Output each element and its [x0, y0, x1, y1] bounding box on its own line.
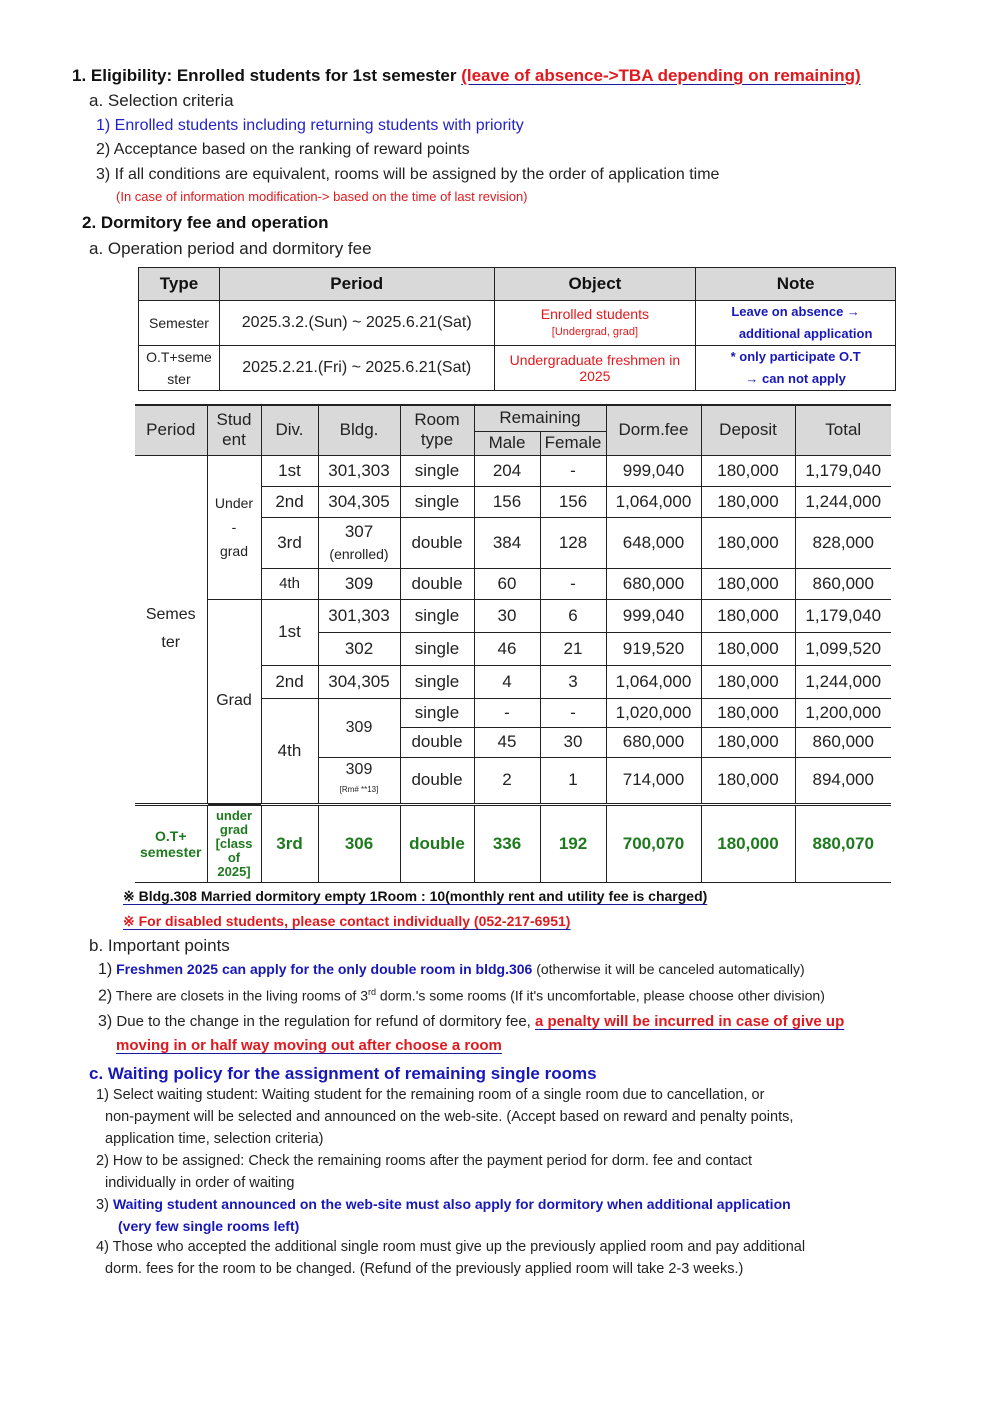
- waiting-item-1-line-1: 1) Select waiting student: Waiting student for the remaining room of a single room due to cancellation, or: [96, 1087, 765, 1103]
- waiting-item-4-line-1: 4) Those who accepted the additional single room must give up the previously applied room and pay additional: [96, 1239, 806, 1255]
- header-female: Female: [540, 431, 606, 455]
- table-row: [139, 301, 896, 346]
- female-cell: 1: [540, 757, 606, 804]
- undergrad-2: -: [231, 519, 237, 535]
- deposit-cell: 180,000: [701, 517, 795, 568]
- div-cell: 3rd: [261, 804, 318, 882]
- bldg-cell: 301,303: [318, 455, 400, 486]
- bldg-cell: 304,305: [318, 486, 400, 517]
- room-cell: double: [400, 757, 474, 804]
- male-cell: 45: [474, 727, 540, 757]
- total-cell: 894,000: [795, 757, 891, 804]
- total-cell: 1,244,000: [795, 665, 891, 698]
- male-cell: 2: [474, 757, 540, 804]
- room-cell: double: [400, 804, 474, 882]
- room-cell: double: [400, 727, 474, 757]
- married-dorm-note: ※ Bldg.308 Married dormitory empty 1Room : 10(monthly rent and utility fee is charged): [123, 888, 708, 904]
- female-cell: -: [540, 698, 606, 727]
- note-line-1: Leave on absence →: [731, 304, 860, 319]
- section1-title: [72, 66, 861, 86]
- bldg-cell: 304,305: [318, 665, 400, 698]
- room-cell: single: [400, 599, 474, 632]
- deposit-cell: 180,000: [701, 568, 795, 599]
- fee-table: [135, 404, 891, 883]
- note-cell: [696, 346, 896, 391]
- div-cell: 4th: [261, 568, 318, 599]
- waiting-item-2-line-2: individually in order of waiting: [105, 1175, 295, 1191]
- criteria-item-3-note: (In case of information modification-> based on the time of last revision): [116, 189, 528, 204]
- period-cell: 2025.2.21.(Fri) ~ 2025.6.21(Sat): [219, 346, 494, 391]
- operation-period-heading: a. Operation period and dormitory fee: [89, 239, 372, 258]
- female-cell: 6: [540, 599, 606, 632]
- table-row: [135, 455, 891, 486]
- deposit-cell: 180,000: [701, 599, 795, 632]
- male-cell: 46: [474, 632, 540, 665]
- period-semester-cell: [135, 455, 207, 804]
- fee-table-header: [135, 405, 891, 431]
- header-bldg: Bldg.: [318, 405, 400, 455]
- div-cell: 2nd: [261, 665, 318, 698]
- object-cell: [494, 346, 696, 391]
- header-type: Type: [139, 268, 220, 301]
- total-cell: 1,200,000: [795, 698, 891, 727]
- deposit-cell: 180,000: [701, 757, 795, 804]
- deposit-cell: 180,000: [701, 727, 795, 757]
- waiting-item-4-line-2: dorm. fees for the room to be changed. (Refund of the previously applied room will take 2-3 weeks.): [105, 1261, 744, 1277]
- selection-criteria-heading: a. Selection criteria: [89, 91, 234, 110]
- total-cell: 1,179,040: [795, 455, 891, 486]
- waiting-item-3-text: Waiting student announced on the web-site must also apply for dormitory when additional application: [112, 1196, 791, 1212]
- type-line-2: ster: [167, 371, 191, 387]
- note-line-2: → can not apply: [745, 371, 846, 386]
- ot-period-1: O.T+: [154, 827, 187, 844]
- bldg-cell: 309: [318, 698, 400, 757]
- male-cell: 4: [474, 665, 540, 698]
- student-grad-cell: Grad: [207, 599, 261, 804]
- male-cell: 204: [474, 455, 540, 486]
- point-1-number: 1): [98, 961, 113, 978]
- male-cell: 156: [474, 486, 540, 517]
- header-dormfee: Dorm.fee: [606, 405, 701, 455]
- point-2-text-b: dorm.'s some rooms (If it's uncomfortable, please choose other division): [376, 987, 825, 1004]
- bldg-cell: 302: [318, 632, 400, 665]
- female-cell: 128: [540, 517, 606, 568]
- point-2-number: 2): [98, 987, 113, 1005]
- bldg-cell: [318, 517, 400, 568]
- point-2-text-a: There are closets in the living rooms of 3: [115, 987, 368, 1004]
- waiting-policy-heading: c. Waiting policy for the assignment of remaining single rooms: [89, 1064, 597, 1083]
- type-line-1: O.T+seme: [146, 349, 212, 365]
- period-table: [138, 267, 896, 391]
- male-cell: 60: [474, 568, 540, 599]
- ot-period-2: semester: [140, 843, 202, 860]
- period-semester-2: ter: [161, 634, 181, 651]
- header-period: Period: [219, 268, 494, 301]
- male-cell: 384: [474, 517, 540, 568]
- type-cell: Semester: [139, 301, 220, 346]
- waiting-item-1-line-3: application time, selection criteria): [105, 1131, 324, 1147]
- fee-cell: 1,064,000: [606, 486, 701, 517]
- waiting-item-2-line-1: 2) How to be assigned: Check the remaining rooms after the payment period for dorm. fee and contact: [96, 1153, 753, 1169]
- point-3-text-a: Due to the change in the regulation for refund of dormitory fee,: [116, 1013, 531, 1030]
- point-3-penalty-cont: moving in or half way moving out after choose a room: [116, 1037, 502, 1054]
- header-remaining: Remaining: [474, 405, 606, 431]
- div-cell: 3rd: [261, 517, 318, 568]
- total-cell: 860,000: [795, 727, 891, 757]
- div-cell: 2nd: [261, 486, 318, 517]
- ot-student-1: under: [215, 807, 253, 823]
- point-3-penalty: a penalty will be incurred in case of give up: [535, 1013, 845, 1030]
- male-cell: 336: [474, 804, 540, 882]
- object-sub: [Undergrad, grad]: [551, 326, 638, 338]
- deposit-cell: 180,000: [701, 632, 795, 665]
- point-1-rest: (otherwise it will be canceled automatically): [532, 961, 805, 977]
- div-cell: 4th: [261, 698, 318, 804]
- total-cell: 1,244,000: [795, 486, 891, 517]
- deposit-cell: 180,000: [701, 486, 795, 517]
- bldg-cell: [318, 757, 400, 804]
- important-point-3: [98, 1013, 844, 1031]
- waiting-item-3-line-2: (very few single rooms left): [118, 1218, 300, 1234]
- total-cell: 880,070: [795, 804, 891, 882]
- point-3-number: 3): [98, 1013, 113, 1030]
- header-male: Male: [474, 431, 540, 455]
- ot-semester-row: [135, 804, 891, 882]
- fee-cell: 1,020,000: [606, 698, 701, 727]
- fee-cell: 648,000: [606, 517, 701, 568]
- room-cell: single: [400, 632, 474, 665]
- header-div: Div.: [261, 405, 318, 455]
- header-object: Object: [494, 268, 696, 301]
- important-point-2: [98, 987, 825, 1006]
- waiting-item-3-number: 3): [96, 1197, 109, 1213]
- male-cell: 30: [474, 599, 540, 632]
- header-deposit: Deposit: [701, 405, 795, 455]
- deposit-cell: 180,000: [701, 698, 795, 727]
- female-cell: 21: [540, 632, 606, 665]
- room-cell: single: [400, 665, 474, 698]
- bldg-cell: 306: [318, 804, 400, 882]
- note-line-2: additional application: [738, 326, 873, 341]
- period-semester-1: Semes: [145, 606, 196, 623]
- female-cell: 192: [540, 804, 606, 882]
- section1-title-note: (leave of absence->TBA depending on remaining): [461, 66, 861, 85]
- bldg-main: 307: [344, 521, 374, 541]
- female-cell: 3: [540, 665, 606, 698]
- fee-cell: 680,000: [606, 568, 701, 599]
- ot-student-2: grad: [219, 821, 249, 837]
- total-cell: 828,000: [795, 517, 891, 568]
- table-row: [139, 346, 896, 391]
- bldg-sub: [Rm# **13]: [339, 785, 379, 794]
- period-cell: 2025.3.2.(Sun) ~ 2025.6.21(Sat): [219, 301, 494, 346]
- total-cell: 1,179,040: [795, 599, 891, 632]
- room-cell: single: [400, 455, 474, 486]
- fee-cell: 680,000: [606, 727, 701, 757]
- period-table-header: [139, 268, 896, 301]
- waiting-item-3-line-1: [96, 1196, 791, 1213]
- undergrad-1: Under: [214, 495, 254, 511]
- ot-student-cell: [207, 804, 261, 882]
- fee-cell: 714,000: [606, 757, 701, 804]
- total-cell: 1,099,520: [795, 632, 891, 665]
- fee-cell: 700,070: [606, 804, 701, 882]
- criteria-item-2: 2) Acceptance based on the ranking of reward points: [96, 141, 470, 158]
- header-total: Total: [795, 405, 891, 455]
- student-undergrad-cell: [207, 455, 261, 599]
- room-cell: single: [400, 486, 474, 517]
- total-cell: 860,000: [795, 568, 891, 599]
- point-2-sup: rd: [368, 987, 377, 997]
- header-student-1: Stud: [216, 410, 252, 430]
- fee-cell: 999,040: [606, 599, 701, 632]
- bldg-cell: 309: [318, 568, 400, 599]
- header-student-2: ent: [222, 430, 246, 450]
- fee-cell: 1,064,000: [606, 665, 701, 698]
- bldg-cell: 301,303: [318, 599, 400, 632]
- type-cell: [139, 346, 220, 391]
- room-cell: single: [400, 698, 474, 727]
- ot-period-cell: [135, 804, 207, 882]
- waiting-item-1-line-2: non-payment will be selected and announced on the web-site. (Accept based on reward and penalty points,: [105, 1109, 794, 1125]
- header-room-type: [400, 405, 474, 455]
- point-1-bold: Freshmen 2025 can apply for the only double room in bldg.306: [116, 961, 533, 977]
- deposit-cell: 180,000: [701, 804, 795, 882]
- fee-cell: 999,040: [606, 455, 701, 486]
- object-line-1: Undergraduate freshmen in: [509, 352, 681, 368]
- female-cell: 30: [540, 727, 606, 757]
- header-student: [207, 405, 261, 455]
- deposit-cell: 180,000: [701, 665, 795, 698]
- header-note: Note: [696, 268, 896, 301]
- female-cell: 156: [540, 486, 606, 517]
- object-cell: [494, 301, 696, 346]
- section1-title-text: 1. Eligibility: Enrolled students for 1st semester: [72, 66, 457, 85]
- ot-student-4: of: [227, 849, 241, 865]
- important-point-1: [98, 961, 805, 979]
- header-room-2: type: [420, 430, 454, 450]
- ot-student-5: 2025]: [217, 863, 251, 879]
- bldg-main: 309: [345, 761, 373, 778]
- section2-title: 2. Dormitory fee and operation: [82, 213, 329, 232]
- ot-student-3: [class: [215, 835, 253, 851]
- bldg-sub: (enrolled): [329, 545, 389, 562]
- undergrad-3: grad: [219, 543, 249, 559]
- header-room-1: Room: [414, 410, 460, 430]
- div-cell: 1st: [261, 455, 318, 486]
- important-points-heading: b. Important points: [89, 936, 230, 955]
- table-row: [135, 599, 891, 632]
- note-line-1: * only participate O.T: [730, 349, 861, 364]
- object-main: Enrolled students: [540, 306, 649, 322]
- criteria-item-3: 3) If all conditions are equivalent, rooms will be assigned by the order of application time: [96, 166, 720, 183]
- criteria-item-1: 1) Enrolled students including returning students with priority: [96, 117, 524, 134]
- female-cell: -: [540, 455, 606, 486]
- object-line-2: 2025: [579, 368, 611, 384]
- fee-cell: 919,520: [606, 632, 701, 665]
- div-cell: 1st: [261, 599, 318, 665]
- note-cell: [696, 301, 896, 346]
- deposit-cell: 180,000: [701, 455, 795, 486]
- disabled-students-note: ※ For disabled students, please contact individually (052-217-6951): [123, 913, 571, 929]
- room-cell: double: [400, 517, 474, 568]
- room-cell: double: [400, 568, 474, 599]
- female-cell: -: [540, 568, 606, 599]
- male-cell: -: [474, 698, 540, 727]
- header-period: Period: [135, 405, 207, 455]
